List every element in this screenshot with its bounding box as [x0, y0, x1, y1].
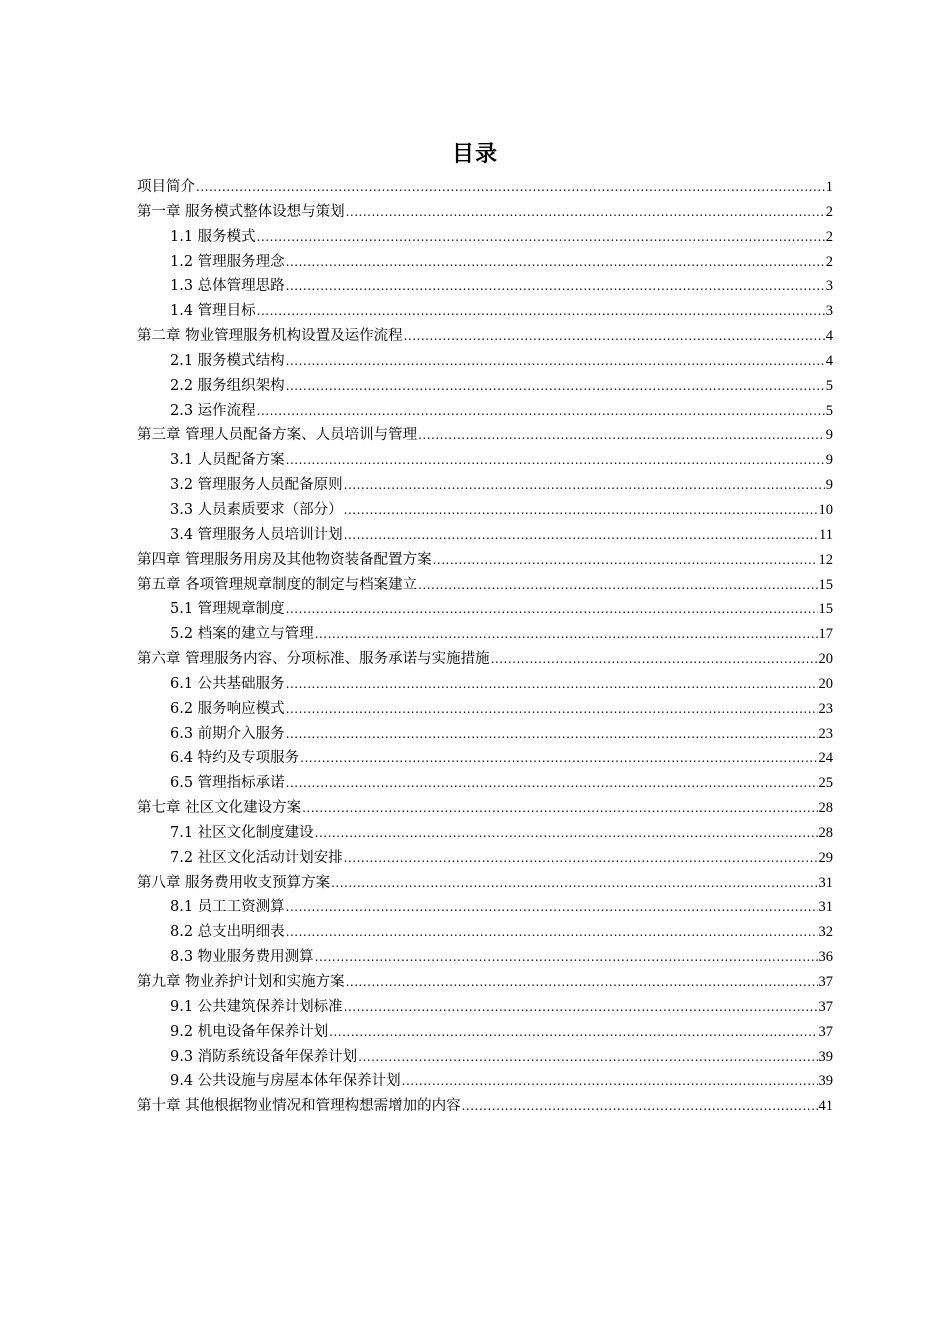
toc-page-number: 2: [825, 228, 833, 245]
toc-page-number: 17: [818, 626, 833, 643]
toc-subsection-entry[interactable]: [137, 225, 833, 250]
toc-subsection-entry[interactable]: [137, 1069, 833, 1094]
dot-leader: [257, 225, 825, 250]
toc-subsection-entry[interactable]: [137, 895, 833, 920]
toc-entry-label: 8.2 总支出明细表: [170, 924, 285, 941]
dot-leader: [286, 250, 825, 275]
toc-subsection-entry[interactable]: [137, 722, 833, 747]
toc-page-number: 15: [818, 601, 833, 618]
toc-page-number: 28: [818, 800, 833, 817]
toc-entry-label: 第三章 管理人员配备方案、人员培训与管理: [137, 427, 418, 444]
toc-subsection-entry[interactable]: [137, 498, 833, 523]
toc-entry-label: 5.2 档案的建立与管理: [170, 626, 314, 643]
toc-entry-label: 第一章 服务模式整体设想与策划: [137, 203, 345, 220]
toc-page-number: 41: [818, 1098, 833, 1115]
toc-subsection-entry[interactable]: [137, 945, 833, 970]
toc-page-number: 31: [818, 899, 833, 916]
toc-page-number: 2: [825, 203, 833, 220]
dot-leader: [300, 746, 817, 771]
toc-page-number: 32: [818, 924, 833, 941]
dot-leader: [344, 473, 825, 498]
toc-page-number: 39: [818, 1048, 833, 1065]
dot-leader: [286, 274, 825, 299]
toc-entry-label: 6.3 前期介入服务: [170, 725, 285, 742]
toc-page-number: 36: [818, 949, 833, 966]
toc-subsection-entry[interactable]: [137, 250, 833, 275]
dot-leader: [402, 1069, 818, 1094]
dot-leader: [418, 573, 817, 598]
toc-entry-label: 第七章 社区文化建设方案: [137, 800, 302, 817]
toc-chapter-entry[interactable]: [137, 647, 833, 672]
dot-leader: [286, 349, 825, 374]
dot-leader: [257, 399, 825, 424]
toc-page-number: 3: [825, 303, 833, 320]
toc-subsection-entry[interactable]: [137, 995, 833, 1020]
toc-subsection-entry[interactable]: [137, 523, 833, 548]
toc-page-number: 37: [818, 1023, 833, 1040]
toc-page-number: 29: [818, 849, 833, 866]
toc-page-number: 9: [825, 427, 833, 444]
toc-subsection-entry[interactable]: [137, 697, 833, 722]
dot-leader: [331, 871, 817, 896]
toc-subsection-entry[interactable]: [137, 473, 833, 498]
dot-leader: [346, 970, 818, 995]
toc-page-number: 9: [825, 452, 833, 469]
toc-page-number: 3: [825, 278, 833, 295]
toc-entry-label: 6.2 服务响应模式: [170, 700, 285, 717]
toc-entry-label: 7.1 社区文化制度建设: [170, 824, 314, 841]
dot-leader: [257, 299, 825, 324]
toc-page-number: 23: [818, 700, 833, 717]
dot-leader: [346, 200, 825, 225]
toc-entry-label: 8.1 员工工资测算: [170, 899, 285, 916]
toc-entry-label: 5.1 管理规章制度: [170, 601, 285, 618]
dot-leader: [196, 175, 825, 200]
dot-leader: [286, 597, 818, 622]
toc-subsection-entry[interactable]: [137, 746, 833, 771]
dot-leader: [462, 1094, 818, 1119]
dot-leader: [491, 647, 818, 672]
page-title: 目录: [451, 142, 498, 167]
dot-leader: [286, 697, 818, 722]
toc-entry-label: 第六章 管理服务内容、分项标准、服务承诺与实施措施: [137, 651, 490, 668]
dot-leader: [286, 895, 818, 920]
toc-entry-label: 第五章 各项管理规章制度的制定与档案建立: [137, 576, 418, 593]
toc-page-number: 1: [825, 179, 833, 195]
toc-page-number: 5: [825, 402, 833, 419]
toc-chapter-entry[interactable]: [137, 175, 833, 200]
dot-leader: [286, 920, 818, 945]
toc-entry-label: 1.1 服务模式: [170, 228, 256, 245]
toc-subsection-entry[interactable]: [137, 374, 833, 399]
dot-leader: [344, 846, 818, 871]
dot-leader: [286, 374, 825, 399]
dot-leader: [358, 1045, 817, 1070]
toc-chapter-entry[interactable]: [137, 573, 833, 598]
dot-leader: [404, 324, 825, 349]
toc-entry-label: 6.4 特约及专项服务: [170, 750, 300, 767]
dot-leader: [344, 498, 818, 523]
dot-leader: [418, 423, 825, 448]
toc-entry-label: 2.2 服务组织架构: [170, 377, 285, 394]
toc-subsection-entry[interactable]: [137, 846, 833, 871]
toc-subsection-entry[interactable]: [137, 349, 833, 374]
dot-leader: [433, 548, 818, 573]
dot-leader: [286, 448, 825, 473]
toc-chapter-entry[interactable]: [137, 970, 833, 995]
toc-chapter-entry[interactable]: [137, 871, 833, 896]
toc-chapter-entry[interactable]: [137, 548, 833, 573]
toc-subsection-entry[interactable]: [137, 920, 833, 945]
toc-subsection-entry[interactable]: [137, 274, 833, 299]
toc-page-number: 4: [825, 328, 833, 345]
toc-subsection-entry[interactable]: [137, 597, 833, 622]
toc-entry-label: 2.1 服务模式结构: [170, 352, 285, 369]
toc-entry-label: 第九章 物业养护计划和实施方案: [137, 974, 345, 990]
toc-chapter-entry[interactable]: [137, 324, 833, 349]
toc-subsection-entry[interactable]: [137, 821, 833, 846]
toc-entry-label: 3.2 管理服务人员配备原则: [170, 477, 343, 494]
dot-leader: [286, 771, 818, 796]
toc-subsection-entry[interactable]: [137, 622, 833, 647]
toc-page-number: 39: [818, 1073, 833, 1090]
toc-page-number: 31: [818, 874, 833, 891]
toc-chapter-entry[interactable]: [137, 200, 833, 225]
toc-entry-label: 9.1 公共建筑保养计划标准: [170, 998, 343, 1015]
toc-subsection-entry[interactable]: [137, 771, 833, 796]
toc-subsection-entry[interactable]: [137, 399, 833, 424]
toc-entry-label: 7.2 社区文化活动计划安排: [170, 849, 343, 866]
toc-page-number: 2: [825, 253, 833, 270]
toc-chapter-entry[interactable]: [137, 423, 833, 448]
toc-page-number: 10: [818, 501, 833, 518]
toc-page-number: 23: [818, 725, 833, 742]
toc-page-number: 37: [818, 974, 833, 990]
dot-leader: [302, 796, 817, 821]
dot-leader: [286, 722, 818, 747]
dot-leader: [315, 945, 818, 970]
toc-entry-label: 1.4 管理目标: [170, 303, 256, 320]
toc-entry-label: 9.4 公共设施与房屋本体年保养计划: [170, 1073, 401, 1090]
toc-entry-label: 6.1 公共基础服务: [170, 675, 285, 692]
toc-subsection-entry[interactable]: [137, 672, 833, 697]
toc-entry-label: 8.3 物业服务费用测算: [170, 949, 314, 966]
toc-page-number: 24: [818, 750, 833, 767]
toc-entry-label: 6.5 管理指标承诺: [170, 775, 285, 792]
dot-leader: [286, 672, 818, 697]
toc-page-number: 5: [825, 377, 833, 394]
toc-entry-label: 第八章 服务费用收支预算方案: [137, 874, 331, 891]
toc-entry-label: 3.3 人员素质要求（部分）: [170, 501, 343, 518]
toc-chapter-entry[interactable]: [137, 796, 833, 821]
dot-leader: [344, 523, 818, 548]
toc-page-number: 15: [818, 576, 833, 593]
dot-leader: [344, 995, 818, 1020]
dot-leader: [329, 1020, 817, 1045]
toc-entry-label: 3.4 管理服务人员培训计划: [170, 526, 343, 543]
toc-page-number: 20: [818, 651, 833, 668]
toc-page-number: 9: [825, 477, 833, 494]
toc-entry-label: 3.1 人员配备方案: [170, 452, 285, 469]
toc-page-number: 37: [818, 998, 833, 1015]
toc-entry-label: 第十章 其他根据物业情况和管理构想需增加的内容: [137, 1098, 461, 1115]
toc-subsection-entry[interactable]: [137, 299, 833, 324]
toc-entry-label: 第二章 物业管理服务机构设置及运作流程: [137, 328, 403, 345]
dot-leader: [315, 622, 818, 647]
toc-entry-label: 项目简介: [137, 179, 195, 195]
toc-page-number: 12: [818, 551, 833, 568]
toc-subsection-entry[interactable]: [137, 448, 833, 473]
toc-entry-label: 9.2 机电设备年保养计划: [170, 1023, 329, 1040]
toc-page-number: 25: [818, 775, 833, 792]
toc-entry-label: 9.3 消防系统设备年保养计划: [170, 1048, 358, 1065]
toc-subsection-entry[interactable]: [137, 1020, 833, 1045]
toc-page-number: 28: [818, 824, 833, 841]
toc-entry-label: 1.3 总体管理思路: [170, 278, 285, 295]
toc-page-number: 11: [819, 526, 833, 543]
dot-leader: [315, 821, 818, 846]
toc-entry-label: 第四章 管理服务用房及其他物资装备配置方案: [137, 551, 432, 568]
toc-subsection-entry[interactable]: [137, 1045, 833, 1070]
table-of-contents: [137, 175, 833, 1119]
toc-entry-label: 1.2 管理服务理念: [170, 253, 285, 270]
toc-page-number: 4: [825, 352, 833, 369]
toc-chapter-entry[interactable]: [137, 1094, 833, 1119]
toc-page-number: 20: [818, 675, 833, 692]
toc-entry-label: 2.3 运作流程: [170, 402, 256, 419]
